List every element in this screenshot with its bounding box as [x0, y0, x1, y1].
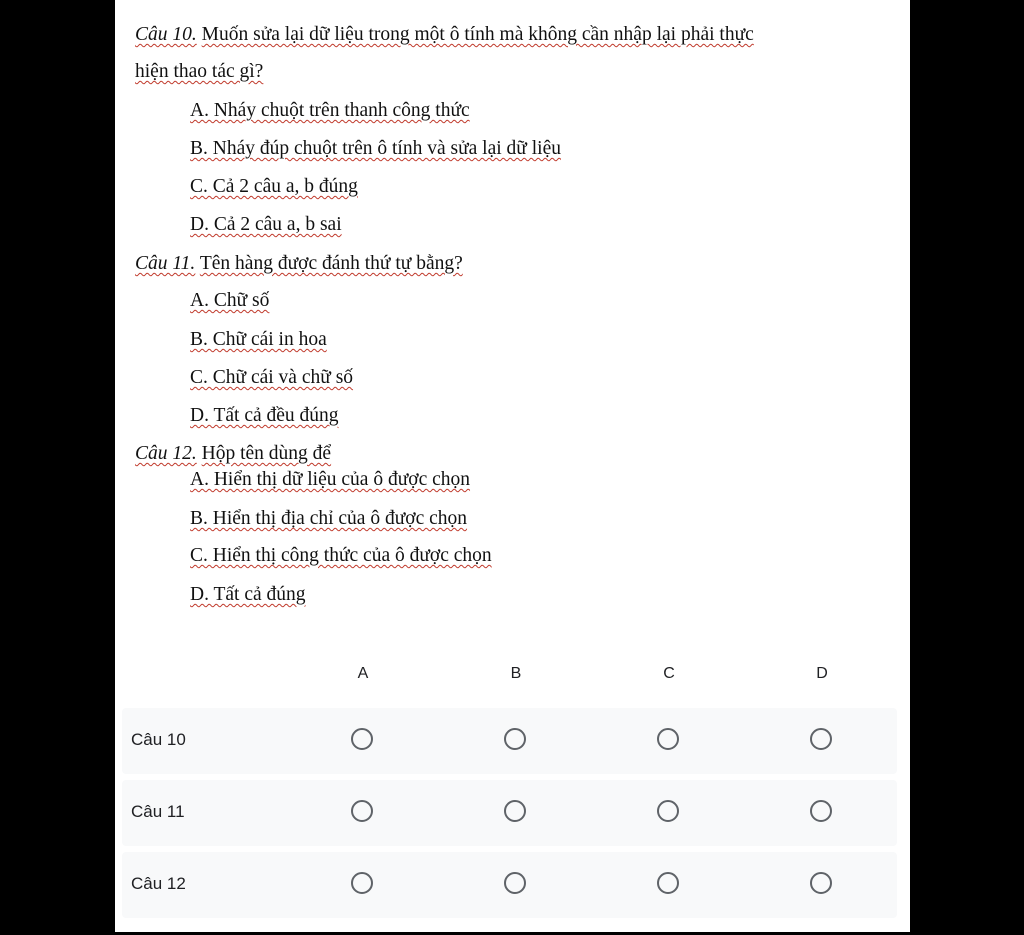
- question-10-line2: hiện thao tác gì?: [135, 61, 264, 82]
- column-header-b: B: [510, 665, 522, 682]
- column-header-a: A: [357, 665, 369, 682]
- row-label: Câu 10: [131, 730, 186, 749]
- question-12-label: Câu 12.: [135, 443, 197, 464]
- question-12-text: Hộp tên dùng để: [201, 443, 332, 464]
- question-11-option-b: B. Chữ cái in hoa: [190, 329, 327, 350]
- radio-cau11-b[interactable]: [504, 800, 526, 822]
- radio-cau11-c[interactable]: [657, 800, 679, 822]
- radio-cau12-a[interactable]: [351, 872, 373, 894]
- radio-cau11-d[interactable]: [810, 800, 832, 822]
- radio-cau10-b[interactable]: [504, 728, 526, 750]
- row-label: Câu 11: [131, 802, 185, 821]
- question-11-text: Tên hàng được đánh thứ tự bằng?: [199, 253, 463, 274]
- question-11-option-d: D. Tất cả đều đúng: [190, 405, 339, 426]
- grid-row-cau-12: [122, 852, 897, 918]
- question-12-option-b: B. Hiển thị địa chỉ của ô được chọn: [190, 508, 468, 529]
- question-12-line1: [135, 443, 331, 465]
- grid-row-cau-10: [122, 708, 897, 774]
- row-label: Câu 12: [131, 874, 186, 893]
- question-10-label: Câu 10.: [135, 24, 197, 45]
- question-10-option-b: B. Nháy đúp chuột trên ô tính và sửa lại dữ liệu: [190, 138, 561, 159]
- radio-cau12-d[interactable]: [810, 872, 832, 894]
- radio-cau10-d[interactable]: [810, 728, 832, 750]
- question-11-line1: [135, 253, 463, 275]
- question-11-option-c: C. Chữ cái và chữ số: [190, 367, 354, 388]
- grid-row-cau-11: [122, 780, 897, 846]
- question-11-label: Câu 11.: [135, 253, 196, 274]
- radio-cau10-a[interactable]: [351, 728, 373, 750]
- radio-cau12-c[interactable]: [657, 872, 679, 894]
- question-12-option-c: C. Hiển thị công thức của ô được chọn: [190, 545, 492, 566]
- question-10-option-a: A. Nháy chuột trên thanh công thức: [190, 100, 470, 121]
- column-header-d: D: [816, 665, 828, 682]
- column-header-c: C: [663, 665, 675, 682]
- question-12-option-a: A. Hiển thị dữ liệu của ô được chọn: [190, 469, 471, 490]
- question-10-line1: [135, 24, 754, 46]
- question-10-option-d: D. Cả 2 câu a, b sai: [190, 214, 342, 235]
- question-12-option-d: D. Tất cả đúng: [190, 584, 306, 605]
- question-11-option-a: A. Chữ số: [190, 290, 270, 311]
- radio-cau10-c[interactable]: [657, 728, 679, 750]
- radio-cau12-b[interactable]: [504, 872, 526, 894]
- question-10-option-c: C. Cả 2 câu a, b đúng: [190, 176, 358, 197]
- radio-cau11-a[interactable]: [351, 800, 373, 822]
- form-page: [115, 0, 910, 932]
- question-10-text: Muốn sửa lại dữ liệu trong một ô tính mà không cần nhập lại phải thực: [201, 24, 754, 45]
